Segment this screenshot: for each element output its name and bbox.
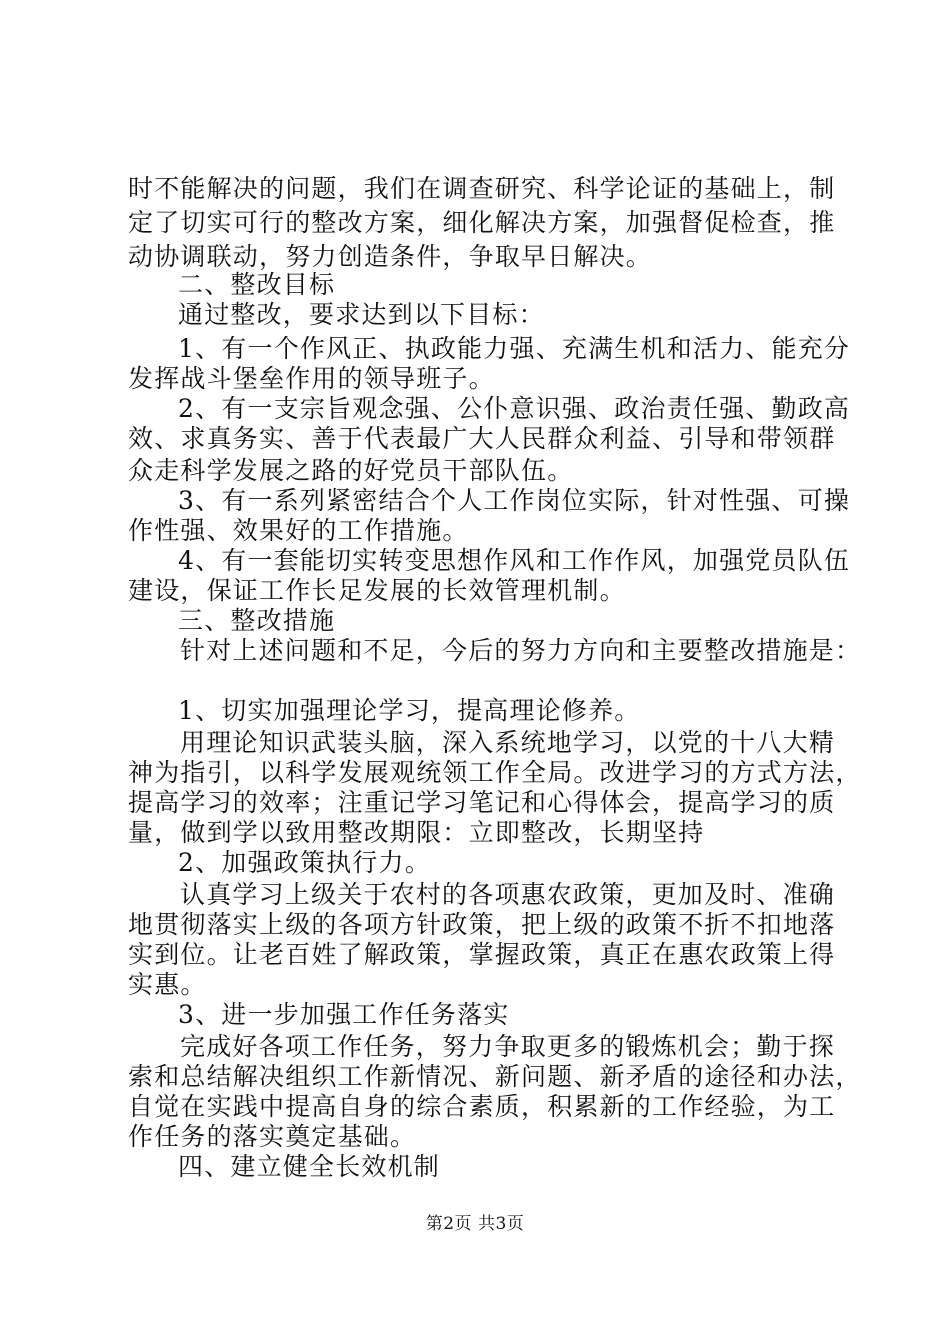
list-item: 2、加强政策执行力。 bbox=[178, 848, 431, 877]
text-line: 用理论知识武装头脑，深入系统地学习，以党的十八大精 bbox=[180, 728, 836, 757]
list-item: 4、有一套能切实转变思想作风和工作作风，加强党员队伍 bbox=[178, 546, 851, 575]
section-heading-mechanism: 四、建立健全长效机制 bbox=[178, 1152, 441, 1181]
list-item: 2、有一支宗旨观念强、公仆意识强、政治责任强、勤政高 bbox=[178, 394, 851, 423]
text-line: 量，做到学以致用整改期限：立即整改，长期坚持 bbox=[128, 818, 705, 847]
text-line: 众走科学发展之路的好党员干部队伍。 bbox=[128, 456, 574, 485]
text-line: 实到位。让老百姓了解政策，掌握政策，真正在惠农政策上得 bbox=[128, 940, 836, 969]
text-line: 效、求真务实、善于代表最广大人民群众利益、引导和带领群 bbox=[128, 424, 836, 453]
text-line: 提高学习的效率；注重记学习笔记和心得体会，提高学习的质 bbox=[128, 788, 836, 817]
text-line: 作性强、效果好的工作措施。 bbox=[128, 516, 469, 545]
text-line: 建设，保证工作长足发展的长效管理机制。 bbox=[128, 576, 626, 605]
text-line: 索和总结解决组织工作新情况、新问题、新矛盾的途径和办法， bbox=[128, 1062, 862, 1091]
text-line: 发挥战斗堡垒作用的领导班子。 bbox=[128, 364, 495, 393]
text-line: 针对上述问题和不足，今后的努力方向和主要整改措施是： bbox=[180, 636, 862, 665]
text-line: 认真学习上级关于农村的各项惠农政策，更加及时、准确 bbox=[180, 880, 836, 909]
text-line: 自觉在实践中提高自身的综合素质，积累新的工作经验，为工 bbox=[128, 1092, 836, 1121]
text-line: 作任务的落实奠定基础。 bbox=[128, 1122, 417, 1151]
text-line: 时不能解决的问题，我们在调查研究、科学论证的基础上，制 bbox=[128, 174, 836, 203]
text-line: 神为指引，以科学发展观统领工作全局。改进学习的方式方法， bbox=[128, 758, 862, 787]
page-footer: 第2页 共3页 bbox=[425, 1214, 525, 1234]
list-item: 1、切实加强理论学习，提高理论修养。 bbox=[178, 696, 641, 725]
list-item: 3、有一系列紧密结合个人工作岗位实际，针对性强、可操 bbox=[178, 486, 851, 515]
text-line: 完成好各项工作任务，努力争取更多的锻炼机会；勤于探 bbox=[180, 1032, 836, 1061]
text-line: 动协调联动，努力创造条件，争取早日解决。 bbox=[128, 242, 653, 271]
text-line: 定了切实可行的整改方案，细化解决方案，加强督促检查，推 bbox=[128, 208, 836, 237]
text-line: 地贯彻落实上级的各项方针政策，把上级的政策不折不扣地落 bbox=[128, 910, 836, 939]
list-item: 3、进一步加强工作任务落实 bbox=[178, 1000, 510, 1029]
section-heading-measures: 三、整改措施 bbox=[178, 606, 336, 635]
text-line: 通过整改，要求达到以下目标： bbox=[178, 300, 545, 329]
list-item: 1、有一个作风正、执政能力强、充满生机和活力、能充分 bbox=[178, 334, 851, 363]
text-line: 实惠。 bbox=[128, 970, 207, 999]
section-heading-goals: 二、整改目标 bbox=[178, 270, 336, 299]
